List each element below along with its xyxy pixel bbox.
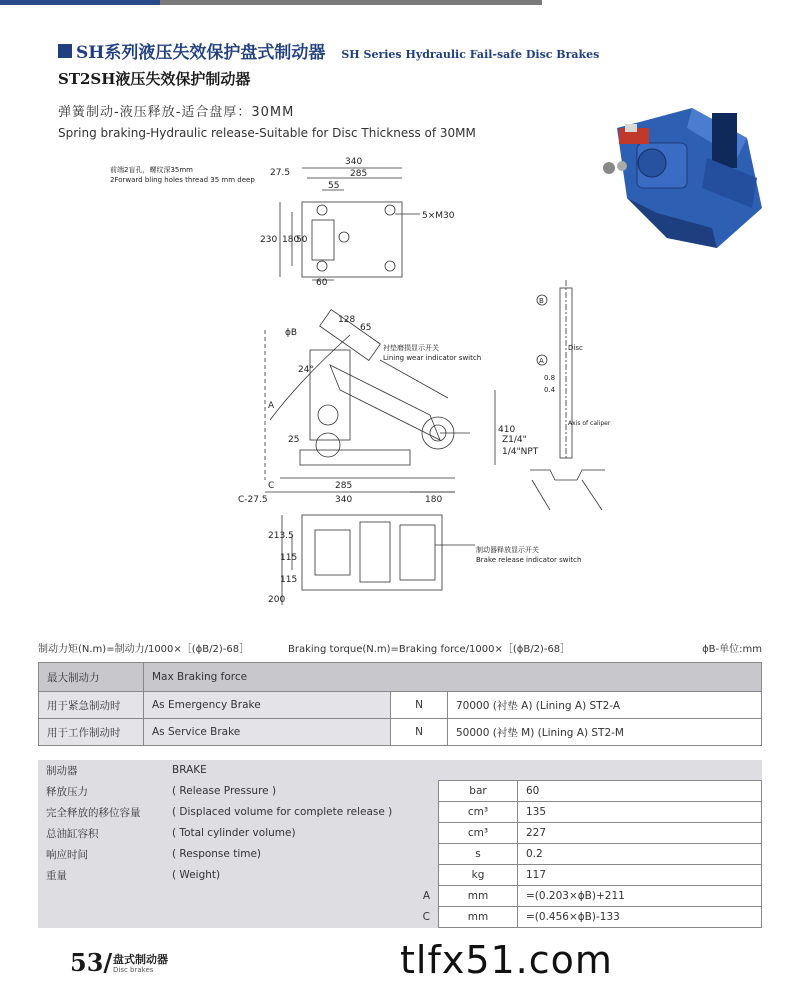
dim-410: 410 (498, 425, 516, 435)
wear-indicator-cn: 衬垫磨损显示开关 (383, 344, 439, 352)
header-cn: 最大制动力 (39, 663, 144, 692)
dim-side-285: 285 (335, 481, 353, 491)
dim-side-340: 340 (335, 495, 353, 505)
dim-27-5: 27.5 (270, 168, 291, 178)
note-en: 2Forward bling holes thread 35 mm deep (110, 176, 255, 184)
row-value: 50000 (衬垫 M) (Lining A) ST2-M (448, 719, 762, 746)
row-value: 70000 (衬垫 A) (Lining A) ST2-A (448, 692, 762, 719)
row-en: As Emergency Brake (144, 692, 391, 719)
row-value: =(0.456×ϕB)-133 (518, 907, 762, 928)
description-en: Spring braking-Hydraulic release-Suitable for Disc Thickness of 30MM (58, 126, 476, 140)
table-row (38, 907, 762, 928)
dim-285: 285 (350, 169, 368, 179)
ref-A: A (539, 357, 544, 365)
dim-25: 25 (288, 435, 300, 445)
title-bullet-icon (58, 44, 72, 58)
dim-65: 65 (360, 323, 372, 333)
dim-200: 200 (268, 595, 286, 605)
footer-section-en: Disc brakes (113, 966, 154, 974)
row-cn: 完全释放的移位容量 (38, 802, 164, 823)
dim-side-180: 180 (425, 495, 443, 505)
disc-section-drawing (520, 280, 620, 520)
row-unit: s (439, 844, 518, 865)
row-value: 135 (518, 802, 762, 823)
row-cn: 用于工作制动时 (39, 719, 144, 746)
port-z14: Z1/4" (502, 435, 527, 445)
dim-50: 50 (296, 235, 308, 245)
row-unit: N (391, 719, 448, 746)
row-en: ( Total cylinder volume) (164, 823, 439, 844)
header-en: BRAKE (164, 760, 762, 781)
dim-24: 24° (298, 365, 314, 375)
row-cn: 重量 (38, 865, 164, 886)
table-row (38, 886, 762, 907)
dim-C: C (268, 481, 275, 491)
hole-mark (317, 205, 327, 215)
caliper-axis-label: Axis of caliper (568, 420, 611, 427)
row-unit: cm³ (439, 802, 518, 823)
ref-B: B (539, 297, 544, 305)
dim-128: 128 (338, 315, 356, 325)
table-row (38, 802, 762, 823)
table-row (38, 865, 762, 886)
formula-en: Braking torque(N.m)=Braking force/1000×［(ϕB/2)-68］ (288, 644, 571, 655)
dim-60: 60 (316, 278, 328, 288)
release-indicator-cn: 制动器释放显示开关 (476, 546, 539, 554)
row-value: 227 (518, 823, 762, 844)
dim-115a: 115 (280, 553, 298, 563)
dim-180: 180 (282, 235, 300, 245)
title-en: SH Series Hydraulic Fail-safe Disc Brakes (341, 48, 600, 61)
top-accent-bar (0, 0, 160, 5)
brake-spec-table (38, 760, 762, 928)
formula-cn: 制动力矩(N.m)=制动力/1000×［(ϕB/2)-68］ (38, 644, 250, 655)
dim-c-27-5: C-27.5 (238, 495, 268, 505)
row-value: 60 (518, 781, 762, 802)
row-value: =(0.203×ϕB)+211 (518, 886, 762, 907)
row-unit: bar (439, 781, 518, 802)
disc-label: Disc (568, 344, 583, 352)
row-cn: 释放压力 (38, 781, 164, 802)
title-cn: SH系列液压失效保护盘式制动器 (76, 43, 326, 63)
dim-230: 230 (260, 235, 278, 245)
row-value: 117 (518, 865, 762, 886)
row-en: As Service Brake (144, 719, 391, 746)
dim-213-5: 213.5 (268, 531, 294, 541)
release-indicator-en: Brake release indicator switch (476, 556, 582, 564)
table-header-row (39, 663, 762, 692)
row-unit: kg (439, 865, 518, 886)
dim-55: 55 (328, 181, 340, 191)
model-subtitle: ST2SH液压失效保护制动器 (58, 70, 251, 88)
page-number: 53/ (70, 948, 113, 977)
dim-340: 340 (345, 157, 363, 167)
top-divider-bar (160, 0, 542, 5)
header-en: Max Braking force (144, 663, 762, 692)
note-cn: 前端2盲孔，螺纹深35mm (110, 166, 193, 174)
row-blank (38, 886, 164, 907)
table-row (39, 719, 762, 746)
row-en: ( Displaced volume for complete release ) (164, 802, 439, 823)
dim-115b: 115 (280, 575, 298, 585)
row-unit: cm³ (439, 823, 518, 844)
brake-product-image (597, 88, 767, 253)
row-label-A: A (164, 886, 439, 907)
row-cn: 总油缸容积 (38, 823, 164, 844)
row-unit: mm (439, 886, 518, 907)
row-cn: 用于紧急制动时 (39, 692, 144, 719)
footer-section-cn: 盘式制动器 (113, 953, 168, 966)
row-en: ( Weight) (164, 865, 439, 886)
table-row (38, 823, 762, 844)
formula-unit: ϕB-单位:mm (702, 644, 762, 655)
row-en: ( Release Pressure ) (164, 781, 439, 802)
row-label-C: C (164, 907, 439, 928)
site-watermark: tlfx51.com (400, 938, 613, 982)
row-unit: N (391, 692, 448, 719)
row-cn: 响应时间 (38, 844, 164, 865)
braking-force-table (38, 662, 762, 746)
holes-label: 5×M30 (422, 211, 455, 221)
table-header-row (38, 760, 762, 781)
header-cn: 制动器 (38, 760, 164, 781)
tol-08: 0.8 (544, 374, 556, 382)
page-title (58, 38, 599, 63)
row-en: ( Response time) (164, 844, 439, 865)
table-row (38, 844, 762, 865)
row-unit: mm (439, 907, 518, 928)
dim-phiB: ϕB (285, 328, 298, 338)
port-npt: 1/4"NPT (502, 447, 539, 457)
description-cn: 弹簧制动-液压释放-适合盘厚：30MM (58, 105, 295, 120)
row-blank (38, 907, 164, 928)
table-row (39, 692, 762, 719)
table-row (38, 781, 762, 802)
dim-A: A (268, 401, 275, 411)
wear-indicator-en: Lining wear indicator switch (383, 354, 482, 362)
row-value: 0.2 (518, 844, 762, 865)
tol-04: 0.4 (544, 386, 556, 394)
